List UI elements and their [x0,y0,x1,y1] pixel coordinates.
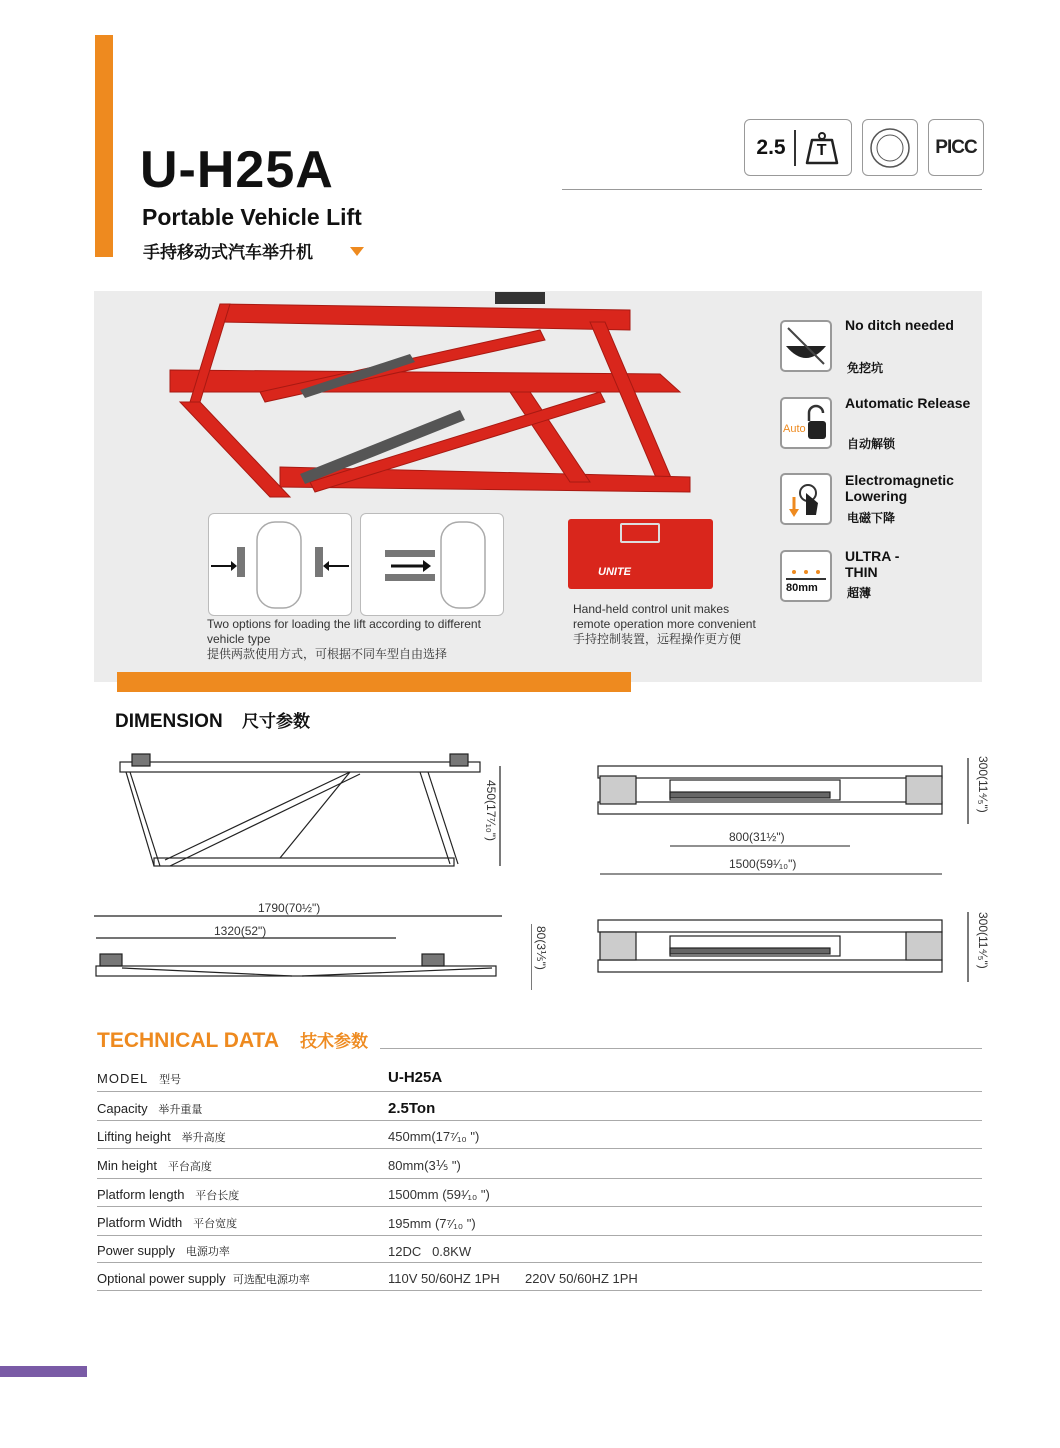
table-row [97,1215,237,1231]
table-row [97,1271,310,1287]
table-row [97,1129,226,1145]
feature-cn-auto-release: 自动解锁 [847,437,896,451]
tech-title-rule [380,1048,982,1049]
row-divider [97,1178,982,1179]
lift-illustration [160,292,700,507]
min-height-dimension: 80(3⅕") [534,926,548,970]
iso-seal-icon [869,127,911,169]
row-value: 2.5Ton [388,1100,436,1117]
auto-release-lock-icon [780,397,832,449]
feature-title-electromagnetic: Electromagnetic Lowering [845,472,954,504]
header-rule [562,189,982,190]
technical-title [97,1027,368,1053]
closed-side-view-drawing [92,910,532,990]
weight-icon [804,130,840,166]
triangle-down-icon [350,247,364,256]
box-handle [620,523,660,543]
row-divider [97,1262,982,1263]
row-value: 80mm(3⅕ ") [388,1158,461,1173]
accent-bar [95,35,113,257]
touch-lowering-icon [780,473,832,525]
table-row [97,1187,239,1203]
dimension-title-cn: 尺寸参数 [241,712,310,731]
feature-title-auto-release: Automatic Release [845,395,971,411]
table-row [97,1101,202,1117]
feature-cn-electromagnetic: 电磁下降 [847,511,896,525]
row-value: 195mm (7⁷⁄₁₀ ") [388,1216,476,1231]
row-label-cn: 举升高度 [181,1132,226,1144]
auto-icon-label: Auto [783,423,806,435]
row-label: Platform length [97,1187,185,1202]
table-row [97,1243,230,1259]
loading-option-1 [208,513,352,616]
top-view-drawing-lower [590,910,980,988]
row-value: 110V 50/60HZ 1PH 220V 50/60HZ 1PH [388,1271,638,1286]
control-unit-box [568,519,713,589]
control-caption-cn: 手持控制装置，远程操作更方便 [573,632,742,646]
toolbox-brand: UNITE [598,566,631,578]
platform-length-dimension: 1500(59¹⁄₁₀") [729,857,797,871]
closed-length-dimension: 1320(52") [214,924,267,938]
row-label-cn: 平台长度 [195,1190,240,1202]
table-row [97,1071,181,1087]
load-value: 2.5 [756,135,786,159]
load-badge [744,119,852,176]
row-divider [97,1120,982,1121]
width-dimension-lower: 300(11⁴⁄₅") [976,912,990,969]
car-top-view-icon [209,514,351,615]
accent-strip [117,672,631,692]
badge-divider [794,130,796,166]
no-ditch-icon [780,320,832,372]
row-divider [97,1091,982,1092]
row-divider [97,1235,982,1236]
overall-length-dimension: 1790(70½") [258,901,321,915]
row-value: 450mm(17⁷⁄₁₀ ") [388,1129,480,1144]
footer-accent-bar [0,1366,87,1377]
row-value: U-H25A [388,1069,443,1086]
control-caption-en: Hand-held control unit makes remote operation more convenient [573,602,756,631]
row-label-cn: 电源功率 [185,1246,230,1258]
technical-title-cn: 技术参数 [300,1032,369,1051]
top-view-drawing-upper [590,748,980,830]
car-top-view-icon [361,514,503,615]
row-label: Optional power supply [97,1271,226,1286]
iso-badge [862,119,918,176]
picc-badge [928,119,984,176]
inner-length-dimension: 800(31½") [729,830,785,844]
side-view-drawing [110,748,530,878]
row-label: Lifting height [97,1129,171,1144]
row-divider [97,1148,982,1149]
ultra-thin-icon [780,550,832,602]
product-subtitle: Portable Vehicle Lift [142,204,362,230]
control-caption [573,602,763,647]
row-value: 12DC 0.8KW [388,1244,472,1259]
load-unit: T [816,141,827,159]
feature-cn-no-ditch: 免挖坑 [847,361,884,375]
feature-title-no-ditch: No ditch needed [845,317,954,333]
row-label: Platform Width [97,1215,183,1230]
dimension-title-en: DIMENSION [115,711,223,732]
row-label: Capacity [97,1101,148,1116]
width-dimension-upper: 300(11⁴⁄₅") [976,756,990,813]
row-label-cn: 平台宽度 [193,1218,238,1230]
row-label-cn: 举升重量 [158,1104,203,1116]
table-row [97,1158,212,1174]
thin-icon-label: 80mm [786,582,818,594]
row-label-cn: 可选配电源功率 [232,1274,310,1286]
row-label: MODEL [97,1071,149,1086]
height-dimension: 450(17⁷⁄₁₀") [484,780,498,841]
loading-caption-cn: 提供两款使用方式，可根据不同车型自由选择 [207,647,448,661]
feature-cn-ultra-thin: 超薄 [847,586,872,600]
row-value: 1500mm (59¹⁄₁₀ ") [388,1187,490,1202]
picc-logo: PICC [935,136,977,158]
technical-title-en: TECHNICAL DATA [97,1029,279,1052]
row-label-cn: 型号 [159,1074,182,1086]
dimension-title [115,707,310,733]
loading-caption-en: Two options for loading the lift according to different vehicle type [207,617,481,646]
row-divider [97,1290,982,1291]
loading-caption [207,617,507,662]
product-cn-title: 手持移动式汽车举升机 [143,243,313,262]
row-divider [97,1206,982,1207]
row-label-cn: 平台高度 [167,1161,212,1173]
row-label: Power supply [97,1243,176,1258]
feature-title-ultra-thin: ULTRA -THIN [845,548,900,580]
loading-option-2 [360,513,504,616]
row-label: Min height [97,1158,157,1173]
model-title: U-H25A [140,141,334,199]
